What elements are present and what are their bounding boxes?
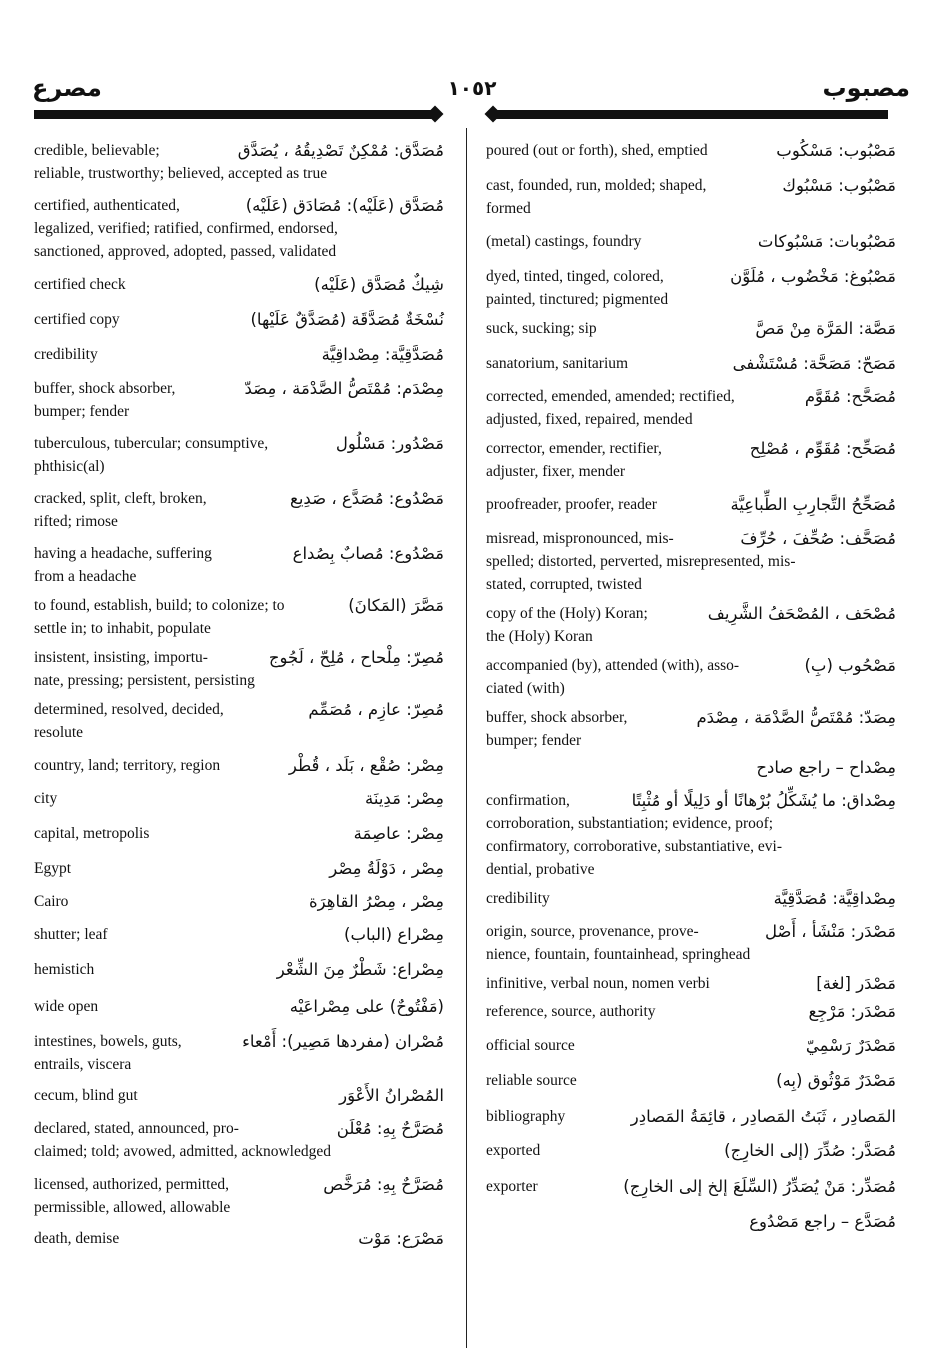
english-definition: licensed, authorized, permitted, — [34, 1176, 229, 1193]
dictionary-entry — [34, 140, 444, 186]
dictionary-entry — [486, 1035, 896, 1058]
arabic-headword: مَصْبُوب: مَسْبُوك — [782, 176, 896, 195]
entry-headline — [486, 175, 896, 198]
dictionary-entry — [34, 195, 444, 264]
arabic-headword: المَصادِر ، ثَبَتُ المَصادِر ، قائِمَةُ المَصادِر — [630, 1107, 896, 1126]
entry-headline — [486, 528, 896, 551]
english-definition: city — [34, 790, 58, 807]
entry-headline — [486, 1001, 896, 1024]
english-definition: buffer, shock absorber, — [34, 380, 176, 397]
dictionary-entry — [34, 788, 444, 811]
arabic-headword: مِصْداق: ما يُشَكِّلُ بُرْهانًا أو دَلِيلًا أو مُثْبِتًا — [631, 791, 896, 810]
english-definition: dyed, tinted, tinged, colored, — [486, 268, 664, 285]
dictionary-entry — [34, 699, 444, 745]
english-definition: certified check — [34, 276, 126, 293]
entry-headline — [34, 924, 444, 947]
english-definition: buffer, shock absorber, — [486, 709, 628, 726]
dictionary-entry — [34, 924, 444, 947]
arabic-headword: مُصْران (مفردها مَصِير): أَمْعاء — [242, 1032, 444, 1051]
definition-continuation: entrails, viscera — [34, 1056, 132, 1073]
entry-headline — [34, 195, 444, 218]
entry-headline — [486, 494, 896, 517]
arabic-headword: مَصْدُوع: مُصابٌ بِصُداع — [292, 544, 444, 563]
arabic-headword: مُصَرَّحٌ بِهِ: مُرَخَّص — [323, 1175, 444, 1194]
rule-diamond — [485, 106, 502, 123]
dictionary-entry — [486, 494, 896, 517]
entry-headline — [34, 140, 444, 163]
entry-headline — [34, 1174, 444, 1197]
english-definition: suck, sucking; sip — [486, 320, 597, 337]
entry-headline — [34, 344, 444, 367]
dictionary-entry — [486, 386, 896, 432]
arabic-headword: مُصَحِّحُ التَّجارِبِ الطِّباعِيَّة — [730, 495, 896, 514]
arabic-headword: مِصْر: صُقْع ، بَلَد ، قُطْر — [288, 756, 444, 775]
dictionary-entry — [486, 707, 896, 753]
entry-headline — [486, 1211, 896, 1234]
definition-continuation: rifted; rimose — [34, 513, 118, 530]
entry-headline — [34, 1085, 444, 1108]
english-definition: corrector, emender, rectifier, — [486, 440, 662, 457]
definition-continuation: nience, fountain, fountainhead, springhead — [486, 946, 751, 963]
dictionary-entry — [34, 543, 444, 589]
definition-continuation: legalized, verified; ratified, confirmed, endorsed, — [34, 220, 338, 237]
entry-headline — [486, 1106, 896, 1129]
english-definition: credibility — [486, 890, 550, 907]
arabic-headword: المُصْرانُ الأَعْوَر — [339, 1086, 444, 1105]
definition-continuation: settle in; to inhabit, populate — [34, 620, 211, 637]
english-definition: poured (out or forth), shed, emptied — [486, 142, 708, 159]
dictionary-entry — [34, 378, 444, 424]
definition-continuation: ciated (with) — [486, 680, 565, 697]
arabic-headword: مِصْر: عاصِمَة — [353, 824, 444, 843]
arabic-headword: مِصْراع (الباب) — [344, 925, 444, 944]
arabic-headword: مَصْدَر: مَنْشَأ ، أَصْل — [764, 922, 896, 941]
definition-continuation: nate, pressing; persistent, persisting — [34, 672, 255, 689]
rule-bar — [34, 110, 434, 119]
entry-headline — [34, 996, 444, 1019]
dictionary-entry — [486, 1176, 896, 1199]
english-definition: confirmation, — [486, 792, 570, 809]
rule-bar — [494, 110, 888, 119]
english-definition: having a headache, suffering — [34, 545, 212, 562]
arabic-headword: مُصَرَّحٌ بِهِ: مُعْلَن — [336, 1119, 444, 1138]
entry-headline — [486, 386, 896, 409]
entry-headline — [486, 707, 896, 730]
dictionary-entry — [34, 433, 444, 479]
arabic-headword: (مَفْتُوحٌ) على مِصْراعَيْه — [289, 997, 444, 1016]
entry-headline — [34, 858, 444, 881]
english-definition: reliable source — [486, 1072, 577, 1089]
entry-headline — [486, 140, 896, 163]
arabic-headword: مَصْبُوغ: مَخْضُوب ، مُلَوَّن — [730, 267, 896, 286]
dictionary-entry — [486, 318, 896, 341]
dictionary-entry — [486, 231, 896, 254]
dictionary-entry — [486, 140, 896, 163]
english-definition: corrected, emended, amended; rectified, — [486, 388, 735, 405]
arabic-headword: شِيكٌ مُصَدَّق (عَلَيْه) — [314, 275, 444, 294]
arabic-headword: مَصْدَرٌ مَوْثُوق (بِه) — [776, 1071, 896, 1090]
definition-continuation: the (Holy) Koran — [486, 628, 593, 645]
arabic-headword: مِصَدّ: مُمْتَصُّ الصَّدْمَة ، مِصْدَم — [696, 708, 896, 727]
english-definition: certified copy — [34, 311, 120, 328]
arabic-headword: مَصْبُوب: مَسْكُوب — [776, 141, 896, 160]
english-definition: bibliography — [486, 1108, 566, 1125]
arabic-headword: مُصَحِّح: مُقَوِّم ، مُصْلِح — [749, 439, 896, 458]
arabic-headword: مَصْدَر [لغة] — [816, 974, 896, 993]
definition-continuation: claimed; told; avowed, admitted, acknowledged — [34, 1143, 331, 1160]
dictionary-entry — [486, 1106, 896, 1129]
definition-continuation: spelled; distorted, perverted, misrepresented, mis- — [486, 553, 796, 570]
english-definition: accompanied (by), attended (with), asso- — [486, 657, 740, 674]
english-definition: tuberculous, tubercular; consumptive, — [34, 435, 269, 452]
dictionary-entry — [486, 1001, 896, 1024]
definition-continuation: adjusted, fixed, repaired, mended — [486, 411, 693, 428]
english-definition: exported — [486, 1142, 541, 1159]
dictionary-entry — [34, 1085, 444, 1108]
dictionary-entry — [486, 1140, 896, 1163]
english-definition: sanatorium, sanitarium — [486, 355, 629, 372]
dictionary-entry — [34, 996, 444, 1019]
arabic-headword: مَصَحّ: مَصَحَّة: مُسْتَشْفى — [732, 354, 896, 373]
english-definition: death, demise — [34, 1230, 120, 1247]
entry-headline — [486, 655, 896, 678]
english-definition: credibility — [34, 346, 98, 363]
dictionary-entry — [486, 757, 896, 780]
arabic-headword: مُصَدَّر: صُدِّرَ (إلى الخارِج) — [724, 1141, 896, 1160]
dictionary-entry — [34, 274, 444, 297]
arabic-headword: مُصَدِّر: مَنْ يُصَدِّرُ (السِّلَعَ إلخ إلى الخارِج) — [623, 1177, 896, 1196]
arabic-headword: مُصْحَف ، المُصْحَفُ الشَّرِيف — [707, 604, 896, 623]
entry-headline — [34, 788, 444, 811]
dictionary-entry — [486, 1070, 896, 1093]
entry-headline — [34, 1031, 444, 1054]
arabic-headword: مِصْداح – راجع صادح — [756, 758, 896, 777]
english-definition: hemistich — [34, 961, 95, 978]
entry-headline — [486, 757, 896, 780]
rule-diamond — [427, 106, 444, 123]
arabic-headword: مُصَدَّقِيَّة: مِصْداقِيَّة — [321, 345, 444, 364]
definition-continuation: stated, corrupted, twisted — [486, 576, 642, 593]
english-definition: cast, founded, run, molded; shaped, — [486, 177, 707, 194]
english-definition: reference, source, authority — [486, 1003, 656, 1020]
entry-headline — [486, 973, 896, 996]
entry-headline — [486, 603, 896, 626]
entry-headline — [486, 1070, 896, 1093]
english-definition: intestines, bowels, guts, — [34, 1033, 182, 1050]
definition-continuation: bumper; fender — [486, 732, 582, 749]
dictionary-entry — [486, 1211, 896, 1234]
arabic-headword: مُصِرّ: مِلْحاح ، مُلِحّ ، لَجُوج — [268, 648, 444, 667]
definition-continuation: confirmatory, corroborative, substantiative, evi- — [486, 838, 782, 855]
dictionary-entry — [486, 175, 896, 221]
dictionary-entry — [34, 858, 444, 881]
arabic-headword: مِصْداقِيَّة: مُصَدَّقِيَّة — [773, 889, 896, 908]
arabic-headword: نُسْخَةٌ مُصَدَّقَة (مُصَدَّقٌ عَلَيْها) — [250, 310, 444, 329]
english-definition: cracked, split, cleft, broken, — [34, 490, 207, 507]
english-definition: Egypt — [34, 860, 72, 877]
arabic-headword: مَصَّة: المَرَّة مِنْ مَصَّ — [755, 319, 896, 338]
english-definition: infinitive, verbal noun, nomen verbi — [486, 975, 710, 992]
entry-headline — [34, 647, 444, 670]
column-divider — [466, 128, 467, 1348]
arabic-headword: مِصْر ، مِصْرُ القاهِرَة — [309, 892, 444, 911]
entry-headline — [486, 1140, 896, 1163]
header-rule-left — [24, 108, 444, 121]
english-definition: proofreader, proofer, reader — [486, 496, 657, 513]
arabic-headword: مَصْدُوع: مُصَدَّع ، صَدِيع — [290, 489, 444, 508]
dictionary-entry — [34, 1174, 444, 1220]
english-definition: misread, mispronounced, mis- — [486, 530, 674, 547]
definition-continuation: painted, tinctured; pigmented — [486, 291, 669, 308]
entry-headline — [486, 353, 896, 376]
dictionary-entry — [486, 603, 896, 649]
entry-headline — [486, 888, 896, 911]
entry-headline — [34, 755, 444, 778]
arabic-headword: مِصْر: مَدِينَة — [365, 789, 444, 808]
page-number: ١٠٥٢ — [447, 76, 497, 100]
arabic-headword: مُصِرّ: عازِم ، مُصَمِّم — [308, 700, 444, 719]
arabic-headword: مِصْدَم: مُمْتَصُّ الصَّدْمَة ، مِصَدّ — [244, 379, 444, 398]
english-definition: copy of the (Holy) Koran; — [486, 605, 648, 622]
entry-headline — [486, 921, 896, 944]
definition-continuation: bumper; fender — [34, 403, 130, 420]
english-definition: capital, metropolis — [34, 825, 150, 842]
dictionary-entry — [34, 344, 444, 367]
entry-headline — [486, 231, 896, 254]
dictionary-entry — [486, 888, 896, 911]
arabic-headword: مِصْر ، دَوْلَةُ مِصْر — [329, 859, 444, 878]
left-column — [34, 140, 444, 1259]
dictionary-entry — [34, 891, 444, 914]
entry-headline — [486, 266, 896, 289]
arabic-headword: مِصْراع: شَطْرٌ مِنَ الشِّعْر — [276, 960, 444, 979]
dictionary-entry — [34, 488, 444, 534]
header-rule-right — [484, 108, 898, 121]
english-definition: determined, resolved, decided, — [34, 701, 224, 718]
entry-headline — [34, 433, 444, 456]
dictionary-entry — [486, 266, 896, 312]
english-definition: country, land; territory, region — [34, 757, 221, 774]
dictionary-entry — [486, 655, 896, 701]
dictionary-entry — [34, 1031, 444, 1077]
entry-headline — [486, 318, 896, 341]
english-definition: cecum, blind gut — [34, 1087, 138, 1104]
entry-headline — [34, 699, 444, 722]
right-column — [486, 140, 896, 1242]
dictionary-entry — [34, 1228, 444, 1251]
arabic-headword: مُصَدَّق: مُمْكِنٌ تَصْدِيقُهُ ، يُصَدَّق — [237, 141, 444, 160]
english-definition: Cairo — [34, 893, 69, 910]
dictionary-entry — [34, 309, 444, 332]
english-definition: credible, believable; — [34, 142, 160, 159]
entry-headline — [34, 1228, 444, 1251]
definition-continuation: dential, probative — [486, 861, 595, 878]
entry-headline — [34, 309, 444, 332]
english-definition: exporter — [486, 1178, 538, 1195]
arabic-headword: مَصْدَرٌ رَسْمِيّ — [805, 1036, 896, 1055]
entry-headline — [34, 959, 444, 982]
dictionary-entry — [34, 647, 444, 693]
dictionary-entry — [34, 755, 444, 778]
dictionary-entry — [34, 1118, 444, 1164]
english-definition: origin, source, provenance, prove- — [486, 923, 699, 940]
entry-headline — [486, 1035, 896, 1058]
arabic-headword: مُصَدَّع – راجع مَصْدُوع — [749, 1212, 896, 1231]
entry-headline — [34, 378, 444, 401]
arabic-headword: مَصْبُوبات: مَسْبُوكات — [757, 232, 896, 251]
arabic-headword: مَصْرَع: مَوْت — [358, 1229, 444, 1248]
arabic-headword: مَصَّرَ (المَكانَ) — [348, 596, 444, 615]
arabic-headword: مُصَدَّق (عَلَيْه): مُصَادَق (عَلَيْه) — [245, 196, 444, 215]
english-definition: insistent, insisting, importu- — [34, 649, 208, 666]
english-definition: official source — [486, 1037, 575, 1054]
entry-headline — [34, 891, 444, 914]
entry-headline — [486, 790, 896, 813]
arabic-headword: مَصْحُوب (بِ) — [804, 656, 896, 675]
left-guide-word: مصرع — [32, 74, 102, 102]
dictionary-entry — [486, 353, 896, 376]
entry-headline — [34, 488, 444, 511]
arabic-headword: مَصْدَر: مَرْجِع — [808, 1002, 896, 1021]
definition-continuation: formed — [486, 200, 531, 217]
entry-headline — [34, 274, 444, 297]
dictionary-entry — [486, 790, 896, 882]
definition-continuation: resolute — [34, 724, 84, 741]
arabic-headword: مَصْدُور: مَسْلُول — [335, 434, 444, 453]
entry-headline — [34, 1118, 444, 1141]
entry-headline — [486, 1176, 896, 1199]
definition-continuation: corroboration, substantiation; evidence, proof; — [486, 815, 774, 832]
entry-headline — [486, 438, 896, 461]
english-definition: shutter; leaf — [34, 926, 108, 943]
dictionary-entry — [34, 595, 444, 641]
dictionary-entry — [486, 921, 896, 967]
definition-continuation: permissible, allowed, allowable — [34, 1199, 231, 1216]
english-definition: to found, establish, build; to colonize; to — [34, 597, 285, 614]
english-definition: (metal) castings, foundry — [486, 233, 642, 250]
entry-headline — [34, 823, 444, 846]
dictionary-entry — [486, 973, 896, 996]
entry-headline — [34, 543, 444, 566]
dictionary-entry — [34, 959, 444, 982]
english-definition: certified, authenticated, — [34, 197, 180, 214]
entry-headline — [34, 595, 444, 618]
definition-continuation: adjuster, fixer, mender — [486, 463, 626, 480]
dictionary-entry — [34, 823, 444, 846]
right-guide-word: مصبوب — [822, 74, 910, 102]
arabic-headword: مُصَحَّح: مُقَوَّم — [804, 387, 896, 406]
definition-continuation: from a headache — [34, 568, 137, 585]
english-definition: declared, stated, announced, pro- — [34, 1120, 239, 1137]
definition-continuation: reliable, trustworthy; believed, accepted as true — [34, 165, 328, 182]
definition-continuation: phthisic(al) — [34, 458, 105, 475]
definition-continuation: sanctioned, approved, adopted, passed, validated — [34, 243, 337, 260]
english-definition: wide open — [34, 998, 99, 1015]
arabic-headword: مُصَحَّف: صُحِّفَ ، حُرِّفَ — [740, 529, 896, 548]
dictionary-entry — [486, 528, 896, 597]
dictionary-entry — [486, 438, 896, 484]
